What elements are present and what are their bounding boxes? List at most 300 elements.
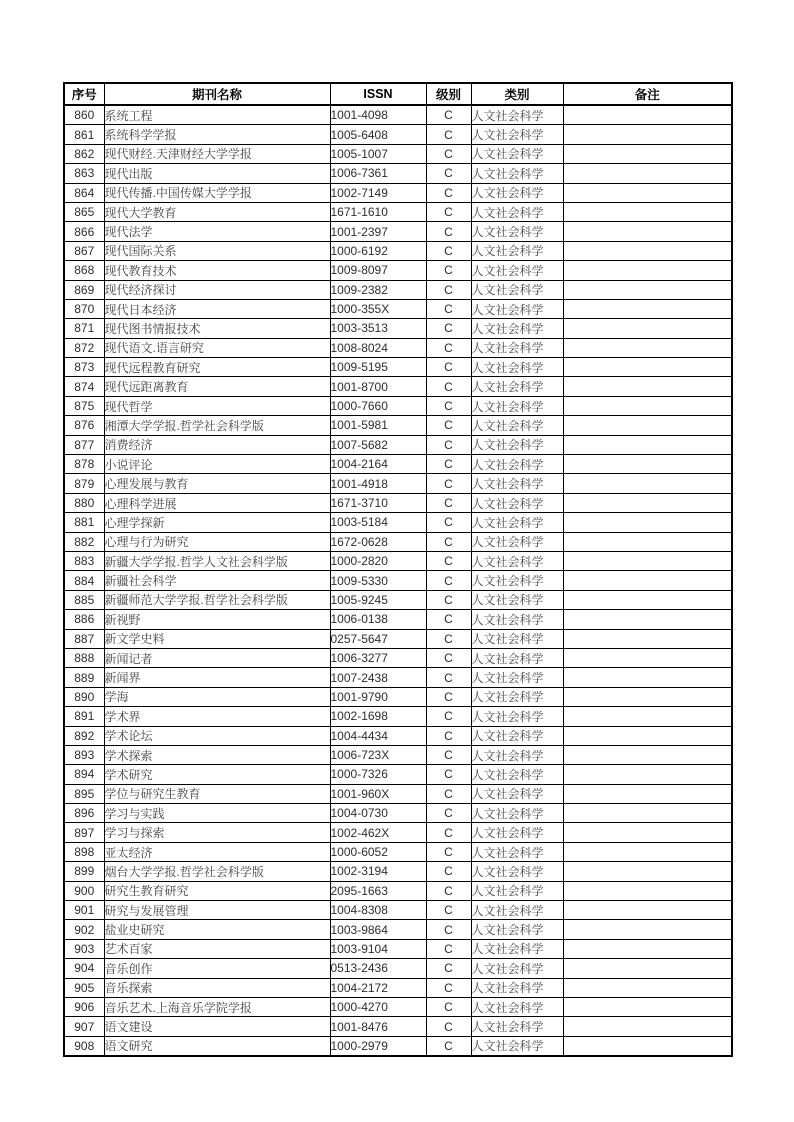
level-cell: C (426, 1036, 471, 1056)
category-cell: 人文社会科学 (471, 804, 563, 823)
serial-number-cell: 882 (64, 532, 104, 551)
note-cell (563, 125, 732, 144)
issn-cell: 1009-2382 (330, 280, 426, 299)
table-row (64, 629, 732, 648)
note-cell (563, 493, 732, 512)
serial-number-cell: 904 (64, 959, 104, 978)
table-row (64, 571, 732, 590)
category-cell: 人文社会科学 (471, 125, 563, 144)
serial-number-cell: 867 (64, 241, 104, 260)
issn-cell: 1671-3710 (330, 493, 426, 512)
level-cell: C (426, 939, 471, 958)
note-cell (563, 532, 732, 551)
journal-name-cell: 系统工程 (104, 105, 330, 125)
serial-number-cell: 873 (64, 358, 104, 377)
category-cell: 人文社会科学 (471, 726, 563, 745)
table-row (64, 280, 732, 299)
level-cell: C (426, 726, 471, 745)
serial-number-cell: 894 (64, 765, 104, 784)
journal-name-cell: 学习与实践 (104, 804, 330, 823)
issn-cell: 1006-7361 (330, 164, 426, 183)
issn-cell: 1005-6408 (330, 125, 426, 144)
table-row (64, 939, 732, 958)
note-cell (563, 513, 732, 532)
issn-cell: 1672-0628 (330, 532, 426, 551)
level-cell: C (426, 784, 471, 803)
journal-name-cell: 新疆社会科学 (104, 571, 330, 590)
issn-cell: 1006-723X (330, 745, 426, 764)
category-cell: 人文社会科学 (471, 687, 563, 706)
journal-name-cell: 新疆师范大学学报.哲学社会科学版 (104, 590, 330, 609)
category-cell: 人文社会科学 (471, 513, 563, 532)
category-cell: 人文社会科学 (471, 261, 563, 280)
issn-cell: 1001-4918 (330, 474, 426, 493)
journal-name-cell: 心理与行为研究 (104, 532, 330, 551)
journal-name-cell: 音乐艺术.上海音乐学院学报 (104, 997, 330, 1016)
journal-name-cell: 现代哲学 (104, 396, 330, 415)
table-row (64, 396, 732, 415)
issn-cell: 1002-7149 (330, 183, 426, 202)
level-cell: C (426, 551, 471, 570)
category-cell: 人文社会科学 (471, 765, 563, 784)
journal-name-cell: 现代语文.语言研究 (104, 338, 330, 357)
serial-number-cell: 890 (64, 687, 104, 706)
level-cell: C (426, 435, 471, 454)
issn-cell: 1001-9790 (330, 687, 426, 706)
journal-name-cell: 新闻记者 (104, 648, 330, 667)
category-cell: 人文社会科学 (471, 745, 563, 764)
level-cell: C (426, 687, 471, 706)
category-cell: 人文社会科学 (471, 299, 563, 318)
level-cell: C (426, 183, 471, 202)
journal-name-cell: 学习与探索 (104, 823, 330, 842)
issn-cell: 1003-9864 (330, 920, 426, 939)
note-cell (563, 648, 732, 667)
issn-cell: 1008-8024 (330, 338, 426, 357)
issn-cell: 1001-5981 (330, 416, 426, 435)
table-row (64, 493, 732, 512)
table-row (64, 551, 732, 570)
level-cell: C (426, 901, 471, 920)
issn-cell: 1002-462X (330, 823, 426, 842)
issn-cell: 1000-6052 (330, 842, 426, 861)
level-cell: C (426, 144, 471, 163)
category-cell: 人文社会科学 (471, 842, 563, 861)
serial-number-cell: 878 (64, 455, 104, 474)
note-cell (563, 416, 732, 435)
issn-cell: 1003-3513 (330, 319, 426, 338)
issn-cell: 1671-1610 (330, 202, 426, 221)
table-row (64, 319, 732, 338)
table-row (64, 532, 732, 551)
level-cell: C (426, 997, 471, 1016)
category-cell: 人文社会科学 (471, 823, 563, 842)
serial-number-cell: 870 (64, 299, 104, 318)
level-cell: C (426, 959, 471, 978)
level-cell: C (426, 707, 471, 726)
table-row (64, 416, 732, 435)
category-cell: 人文社会科学 (471, 435, 563, 454)
level-cell: C (426, 571, 471, 590)
serial-number-cell: 872 (64, 338, 104, 357)
category-cell: 人文社会科学 (471, 396, 563, 415)
level-cell: C (426, 164, 471, 183)
note-cell (563, 222, 732, 241)
level-cell: C (426, 105, 471, 125)
level-cell: C (426, 629, 471, 648)
note-cell (563, 319, 732, 338)
table-row (64, 105, 732, 125)
table-row (64, 978, 732, 997)
table-row (64, 144, 732, 163)
issn-cell: 1004-0730 (330, 804, 426, 823)
issn-cell: 1000-355X (330, 299, 426, 318)
journal-name-cell: 心理科学进展 (104, 493, 330, 512)
table-row (64, 920, 732, 939)
table-row (64, 610, 732, 629)
issn-cell: 1003-9104 (330, 939, 426, 958)
journal-name-cell: 心理发展与教育 (104, 474, 330, 493)
level-cell: C (426, 862, 471, 881)
table-row (64, 435, 732, 454)
note-cell (563, 610, 732, 629)
category-cell: 人文社会科学 (471, 474, 563, 493)
level-cell: C (426, 222, 471, 241)
note-cell (563, 202, 732, 221)
note-cell (563, 784, 732, 803)
note-cell (563, 687, 732, 706)
issn-cell: 1000-2820 (330, 551, 426, 570)
note-cell (563, 842, 732, 861)
journal-name-cell: 现代国际关系 (104, 241, 330, 260)
category-cell: 人文社会科学 (471, 1036, 563, 1056)
col-header-category: 类别 (471, 83, 563, 105)
level-cell: C (426, 202, 471, 221)
level-cell: C (426, 745, 471, 764)
category-cell: 人文社会科学 (471, 241, 563, 260)
serial-number-cell: 880 (64, 493, 104, 512)
journal-name-cell: 现代大学教育 (104, 202, 330, 221)
table-row (64, 338, 732, 357)
category-cell: 人文社会科学 (471, 144, 563, 163)
table-row (64, 687, 732, 706)
category-cell: 人文社会科学 (471, 784, 563, 803)
serial-number-cell: 875 (64, 396, 104, 415)
serial-number-cell: 901 (64, 901, 104, 920)
category-cell: 人文社会科学 (471, 280, 563, 299)
issn-cell: 1004-4434 (330, 726, 426, 745)
table-row (64, 997, 732, 1016)
table-row (64, 455, 732, 474)
category-cell: 人文社会科学 (471, 377, 563, 396)
category-cell: 人文社会科学 (471, 319, 563, 338)
issn-cell: 1005-1007 (330, 144, 426, 163)
journal-table (63, 82, 733, 1057)
issn-cell: 1001-960X (330, 784, 426, 803)
table-row (64, 183, 732, 202)
category-cell: 人文社会科学 (471, 532, 563, 551)
note-cell (563, 745, 732, 764)
note-cell (563, 823, 732, 842)
issn-cell: 1005-9245 (330, 590, 426, 609)
issn-cell: 0257-5647 (330, 629, 426, 648)
note-cell (563, 164, 732, 183)
category-cell: 人文社会科学 (471, 707, 563, 726)
table-row (64, 1036, 732, 1056)
level-cell: C (426, 261, 471, 280)
note-cell (563, 338, 732, 357)
category-cell: 人文社会科学 (471, 862, 563, 881)
table-row (64, 901, 732, 920)
level-cell: C (426, 416, 471, 435)
table-row (64, 222, 732, 241)
issn-cell: 1004-8308 (330, 901, 426, 920)
issn-cell: 1001-8700 (330, 377, 426, 396)
category-cell: 人文社会科学 (471, 629, 563, 648)
issn-cell: 1003-5184 (330, 513, 426, 532)
note-cell (563, 280, 732, 299)
note-cell (563, 396, 732, 415)
serial-number-cell: 863 (64, 164, 104, 183)
col-header-note: 备注 (563, 83, 732, 105)
serial-number-cell: 897 (64, 823, 104, 842)
category-cell: 人文社会科学 (471, 164, 563, 183)
serial-number-cell: 876 (64, 416, 104, 435)
journal-name-cell: 系统科学学报 (104, 125, 330, 144)
col-header-serial: 序号 (64, 83, 104, 105)
serial-number-cell: 906 (64, 997, 104, 1016)
journal-name-cell: 现代远距离教育 (104, 377, 330, 396)
journal-name-cell: 现代教育技术 (104, 261, 330, 280)
serial-number-cell: 862 (64, 144, 104, 163)
journal-name-cell: 现代远程教育研究 (104, 358, 330, 377)
journal-name-cell: 现代传播.中国传媒大学学报 (104, 183, 330, 202)
journal-name-cell: 现代出版 (104, 164, 330, 183)
category-cell: 人文社会科学 (471, 455, 563, 474)
category-cell: 人文社会科学 (471, 183, 563, 202)
note-cell (563, 901, 732, 920)
level-cell: C (426, 513, 471, 532)
category-cell: 人文社会科学 (471, 1017, 563, 1036)
note-cell (563, 241, 732, 260)
issn-cell: 1009-5330 (330, 571, 426, 590)
journal-name-cell: 学位与研究生教育 (104, 784, 330, 803)
category-cell: 人文社会科学 (471, 338, 563, 357)
serial-number-cell: 879 (64, 474, 104, 493)
journal-name-cell: 湘潭大学学报.哲学社会科学版 (104, 416, 330, 435)
category-cell: 人文社会科学 (471, 551, 563, 570)
journal-name-cell: 心理学探新 (104, 513, 330, 532)
note-cell (563, 862, 732, 881)
note-cell (563, 707, 732, 726)
journal-name-cell: 研究与发展管理 (104, 901, 330, 920)
level-cell: C (426, 823, 471, 842)
issn-cell: 1002-1698 (330, 707, 426, 726)
issn-cell: 1007-5682 (330, 435, 426, 454)
journal-name-cell: 学术探索 (104, 745, 330, 764)
serial-number-cell: 871 (64, 319, 104, 338)
journal-name-cell: 新文学史料 (104, 629, 330, 648)
note-cell (563, 183, 732, 202)
note-cell (563, 435, 732, 454)
category-cell: 人文社会科学 (471, 590, 563, 609)
serial-number-cell: 896 (64, 804, 104, 823)
level-cell: C (426, 765, 471, 784)
level-cell: C (426, 920, 471, 939)
serial-number-cell: 893 (64, 745, 104, 764)
table-row (64, 1017, 732, 1036)
issn-cell: 2095-1663 (330, 881, 426, 900)
table-row (64, 959, 732, 978)
category-cell: 人文社会科学 (471, 881, 563, 900)
note-cell (563, 959, 732, 978)
serial-number-cell: 885 (64, 590, 104, 609)
table-row (64, 765, 732, 784)
note-cell (563, 105, 732, 125)
category-cell: 人文社会科学 (471, 610, 563, 629)
level-cell: C (426, 978, 471, 997)
category-cell: 人文社会科学 (471, 358, 563, 377)
note-cell (563, 765, 732, 784)
issn-cell: 1000-6192 (330, 241, 426, 260)
serial-number-cell: 888 (64, 648, 104, 667)
level-cell: C (426, 493, 471, 512)
serial-number-cell: 868 (64, 261, 104, 280)
level-cell: C (426, 455, 471, 474)
note-cell (563, 881, 732, 900)
level-cell: C (426, 280, 471, 299)
note-cell (563, 804, 732, 823)
serial-number-cell: 864 (64, 183, 104, 202)
issn-cell: 1004-2172 (330, 978, 426, 997)
table-row (64, 474, 732, 493)
serial-number-cell: 900 (64, 881, 104, 900)
note-cell (563, 939, 732, 958)
journal-name-cell: 新闻界 (104, 668, 330, 687)
issn-cell: 1000-7660 (330, 396, 426, 415)
note-cell (563, 629, 732, 648)
level-cell: C (426, 590, 471, 609)
level-cell: C (426, 532, 471, 551)
category-cell: 人文社会科学 (471, 920, 563, 939)
serial-number-cell: 898 (64, 842, 104, 861)
issn-cell: 1000-2979 (330, 1036, 426, 1056)
level-cell: C (426, 648, 471, 667)
serial-number-cell: 889 (64, 668, 104, 687)
issn-cell: 1006-0138 (330, 610, 426, 629)
table-row (64, 241, 732, 260)
serial-number-cell: 883 (64, 551, 104, 570)
category-cell: 人文社会科学 (471, 668, 563, 687)
category-cell: 人文社会科学 (471, 222, 563, 241)
serial-number-cell: 905 (64, 978, 104, 997)
category-cell: 人文社会科学 (471, 416, 563, 435)
table-row (64, 745, 732, 764)
serial-number-cell: 860 (64, 105, 104, 125)
table-row (64, 862, 732, 881)
category-cell: 人文社会科学 (471, 493, 563, 512)
col-header-level: 级别 (426, 83, 471, 105)
level-cell: C (426, 358, 471, 377)
serial-number-cell: 903 (64, 939, 104, 958)
note-cell (563, 997, 732, 1016)
journal-name-cell: 新视野 (104, 610, 330, 629)
category-cell: 人文社会科学 (471, 997, 563, 1016)
level-cell: C (426, 804, 471, 823)
serial-number-cell: 892 (64, 726, 104, 745)
issn-cell: 0513-2436 (330, 959, 426, 978)
table-row (64, 668, 732, 687)
table-row (64, 726, 732, 745)
journal-name-cell: 消费经济 (104, 435, 330, 454)
category-cell: 人文社会科学 (471, 202, 563, 221)
serial-number-cell: 865 (64, 202, 104, 221)
table-row (64, 804, 732, 823)
journal-name-cell: 盐业史研究 (104, 920, 330, 939)
table-row (64, 590, 732, 609)
issn-cell: 1007-2438 (330, 668, 426, 687)
journal-name-cell: 艺术百家 (104, 939, 330, 958)
level-cell: C (426, 319, 471, 338)
journal-name-cell: 音乐探索 (104, 978, 330, 997)
table-row (64, 202, 732, 221)
serial-number-cell: 891 (64, 707, 104, 726)
level-cell: C (426, 338, 471, 357)
level-cell: C (426, 881, 471, 900)
journal-table-container (63, 82, 731, 1057)
table-row (64, 842, 732, 861)
note-cell (563, 668, 732, 687)
note-cell (563, 978, 732, 997)
category-cell: 人文社会科学 (471, 901, 563, 920)
journal-name-cell: 亚太经济 (104, 842, 330, 861)
category-cell: 人文社会科学 (471, 105, 563, 125)
col-header-journal: 期刊名称 (104, 83, 330, 105)
serial-number-cell: 887 (64, 629, 104, 648)
level-cell: C (426, 842, 471, 861)
note-cell (563, 377, 732, 396)
level-cell: C (426, 377, 471, 396)
level-cell: C (426, 299, 471, 318)
journal-name-cell: 新疆大学学报.哲学人文社会科学版 (104, 551, 330, 570)
journal-name-cell: 现代日本经济 (104, 299, 330, 318)
issn-cell: 1004-2164 (330, 455, 426, 474)
table-row (64, 707, 732, 726)
note-cell (563, 571, 732, 590)
category-cell: 人文社会科学 (471, 939, 563, 958)
issn-cell: 1001-4098 (330, 105, 426, 125)
note-cell (563, 261, 732, 280)
note-cell (563, 590, 732, 609)
col-header-issn: ISSN (330, 83, 426, 105)
journal-name-cell: 学海 (104, 687, 330, 706)
serial-number-cell: 869 (64, 280, 104, 299)
journal-name-cell: 现代经济探讨 (104, 280, 330, 299)
serial-number-cell: 877 (64, 435, 104, 454)
serial-number-cell: 874 (64, 377, 104, 396)
serial-number-cell: 866 (64, 222, 104, 241)
level-cell: C (426, 1017, 471, 1036)
journal-name-cell: 学术论坛 (104, 726, 330, 745)
table-row (64, 358, 732, 377)
table-row (64, 881, 732, 900)
journal-name-cell: 学术研究 (104, 765, 330, 784)
serial-number-cell: 861 (64, 125, 104, 144)
table-row (64, 784, 732, 803)
journal-name-cell: 研究生教育研究 (104, 881, 330, 900)
serial-number-cell: 908 (64, 1036, 104, 1056)
table-row (64, 823, 732, 842)
